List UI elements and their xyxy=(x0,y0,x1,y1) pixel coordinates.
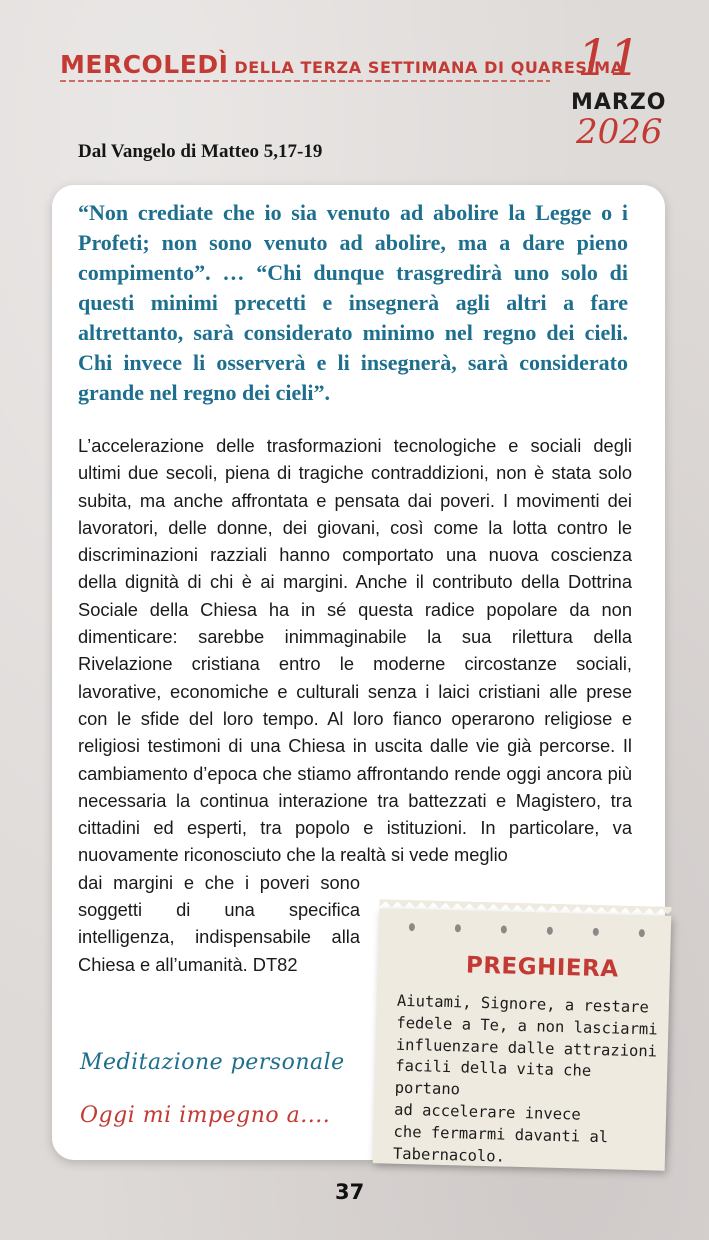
date-year: 2026 xyxy=(576,112,663,152)
date-month: MARZO xyxy=(571,90,667,115)
prayer-text: Aiutami, Signore, a restare fedele a Te, a non lasciarmi influenzare dalle attrazioni facili della vita che portano ad accelerare invece che fermarmi davanti al Tabernacolo. xyxy=(392,991,658,1166)
prayer-title: PREGHIERA xyxy=(465,952,619,983)
gospel-quote: “Non crediate che io sia venuto ad abolire la Legge o i Profeti; non sono venuto ad abolire, ma a dare pieno compimento”. … “Chi dunque trasgredirà uno solo di questi minimi precetti e insegnerà agli altri a fare altrettanto, sarà considerato minimo nel regno dei cieli. Chi invece li osserverà e li insegnerà, sarà considerato grande nel regno dei cieli”. xyxy=(78,200,628,405)
binder-hole-icon xyxy=(639,929,645,937)
gospel-reference: Dal Vangelo di Matteo 5,17-19 xyxy=(78,141,323,162)
header-day: MERCOLEDÌ xyxy=(60,50,229,79)
binder-hole-icon xyxy=(501,925,507,933)
binder-hole-icon xyxy=(593,928,599,936)
header-underline xyxy=(60,80,550,82)
date-day: 11 xyxy=(577,29,641,87)
binder-hole-icon xyxy=(547,927,553,935)
meditation-label: Meditazione personale xyxy=(80,1050,345,1075)
page-number: 37 xyxy=(335,1180,365,1204)
binder-hole-icon xyxy=(409,923,415,931)
reflection-text xyxy=(78,432,632,978)
prayer-note xyxy=(373,908,672,1171)
reflection-paragraph-end: dai margini e che i poveri sono soggetti di una specifica intelligenza, indispensabile alla Chiesa e all’umanità. DT82 xyxy=(78,871,360,975)
note-binder-holes xyxy=(409,923,649,939)
header-title: DELLA TERZA SETTIMANA DI QUARESIMA xyxy=(234,58,624,77)
binder-hole-icon xyxy=(455,924,461,932)
commitment-label: Oggi mi impegno a.... xyxy=(80,1103,331,1128)
reflection-paragraph: L’accelerazione delle trasformazioni tecnologiche e sociali degli ultimi due secoli, piena di tragiche contraddizioni, non è stata solo subita, ma anche affrontata e pensata dai poveri. I movimenti dei lavoratori, delle donne, dei giovani, così come la lotta contro le discriminazioni razziali hanno comportato una nuova coscienza della dignità di chi è ai margini. Anche il contributo della Dottrina Sociale della Chiesa ha in sé questa radice popolare da non dimenticare: sarebbe inimmaginabile la sua rilettura della Rivelazione cristiana entro le moderne circostanze sociali, lavorative, economiche e culturali senza i laici cristiani alle prese con le sfide del loro tempo. Al loro fianco operarono religiose e religiosi testimoni di una Chiesa in uscita dalle vie già percorse. Il cambiamento d’epoca che stiamo affrontando rende oggi ancora più necessaria la continua interazione tra battezzati e Magistero, tra cittadini ed esperti, tra popolo e istituzioni. In particolare, va nuovamente riconosciuto che la realtà si vede meglio xyxy=(78,435,632,866)
page-header xyxy=(60,50,624,79)
